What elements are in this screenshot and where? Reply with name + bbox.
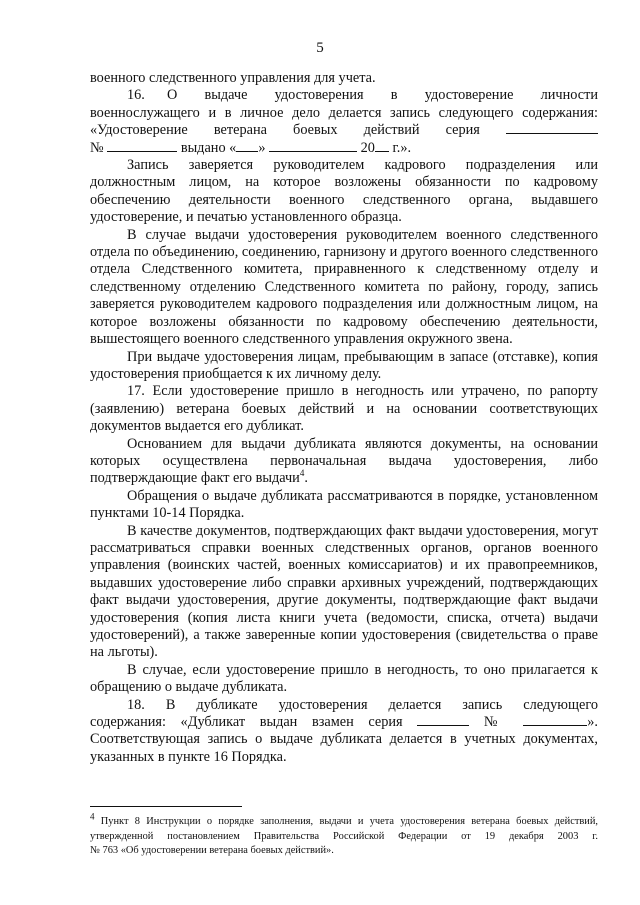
- page-number: 5: [316, 40, 324, 56]
- paragraph-17: 17. Если удостоверение пришло в негодность или утрачено, по рапорту (заявлению) ветерана боевых действий и на основании соответствующих документов выдается его дубликат.: [90, 383, 598, 435]
- paragraph-duplicate-basis: [90, 436, 598, 488]
- footnote-line-1: [90, 811, 598, 830]
- year-prefix: 20: [360, 139, 375, 156]
- series-blank: [506, 122, 598, 134]
- paragraph-damaged: В случае, если удостоверение пришло в негодность, то оно прилагается к обращению о выдаче дубликата.: [90, 661, 598, 696]
- year-blank: [375, 140, 389, 152]
- paragraph-documents: В качестве документов, подтверждающих факт выдачи удостоверения, могут рассматриваться справки военных следственных органов, органов военного управления (воинских частей, военных комиссариатов) и их правопреемников, выдавших удостоверение либо справки архивных учреждений, подтверждающих факт выдачи удостоверения, другие документы, подтверждающие факт выдачи удостоверения (копия листа книги учета (ведомости, списка, отчета) выдачи удостоверений), а также заверенные копии удостоверения (свидетельства о праве на льготы).: [90, 522, 598, 661]
- duplicate-series-blank: [417, 714, 469, 726]
- duplicate-number-sign: №: [483, 714, 509, 731]
- year-suffix: г.».: [392, 139, 412, 156]
- footnote-text-1: Пункт 8 Инструкции о порядке заполнения, выдачи и учета удостоверения ветерана боевых действий,: [100, 816, 598, 827]
- paragraph-military-department: В случае выдачи удостоверения руководителем военного следственного отдела по объединению, соединению, гарнизону и другого военного следственного отдела Следственного комитета, приравненного к следственному отделу и следственному отделению Следственного комитета по району, городу, запись заверяется руководителем кадрового подразделения или должностным лицом, на которое возложены обязанности по кадровому обеспечению деятельности, вышестоящего военного следственного управления окружного звена.: [90, 226, 598, 348]
- paragraph-16-line-2: военнослужащего и в личное дело делается запись следующего содержания:: [90, 104, 598, 121]
- clause-number-16: 16.: [127, 87, 145, 104]
- number-blank: [107, 140, 177, 152]
- duplicate-series-text: содержания: «Дубликат выдан взамен серия: [90, 714, 403, 731]
- paragraph-16-line-3: [90, 122, 598, 139]
- certificate-series-text: «Удостоверение ветерана боевых действий серия: [90, 122, 480, 139]
- paragraph-record-certification: Запись заверяется руководителем кадрового подразделения или должностным лицом, на которое возложены обязанности по кадровому обеспечению деятельности военного следственного органа, выдавшего удостоверение, и печатью установленного образца.: [90, 157, 598, 226]
- paragraph-reserve: При выдаче удостоверения лицам, пребывающим в запасе (отставке), копия удостоверения приобщается к их личному делу.: [90, 348, 598, 382]
- paragraph-18-rest: Соответствующая запись о выдаче дубликата делается в учетных документах, указанных в пункте 16 Порядка.: [90, 731, 598, 765]
- paragraph-16-line-4: [90, 140, 598, 157]
- duplicate-number-blank: [523, 714, 587, 726]
- paragraph-18-line-1: 18. В дубликате удостоверения делается запись следующего: [127, 696, 598, 713]
- footnote-reference: 4: [299, 468, 305, 479]
- number-sign: №: [90, 139, 104, 156]
- footnote-mark: 4: [90, 811, 95, 822]
- footnote-line-2: утвержденной постановлением Правительства Российской Федерации от 19 декабря 2003 г.: [90, 830, 598, 842]
- paragraph-requests: Обращения о выдаче дубликата рассматриваются в порядке, установленном пунктами 10-14 Порядка.: [90, 487, 598, 522]
- paragraph-continuation: военного следственного управления для учета.: [90, 70, 376, 86]
- issued-text: выдано «: [180, 139, 237, 156]
- clause-16-text: О выдаче удостоверения в удостоверение личности: [167, 87, 598, 104]
- period: .: [304, 470, 308, 487]
- day-blank: [236, 140, 258, 152]
- footnote-line-3: № 763 «Об удостоверении ветерана боевых действий».: [90, 845, 334, 857]
- duplicate-basis-text: Основанием для выдачи дубликата являются документы, на основании которых осуществлена первоначальная выдача удостоверения, либо подтверждающие факт его выдачи: [90, 435, 598, 487]
- month-blank: [269, 140, 357, 152]
- document-body: [90, 70, 598, 766]
- footnote: [90, 811, 598, 859]
- duplicate-quote-close: ».: [587, 714, 598, 731]
- paragraph-18-line-2: [90, 714, 598, 731]
- footnote-divider: [90, 806, 242, 807]
- paragraph-16-line-1: [90, 87, 598, 104]
- quote-close: »: [258, 139, 266, 156]
